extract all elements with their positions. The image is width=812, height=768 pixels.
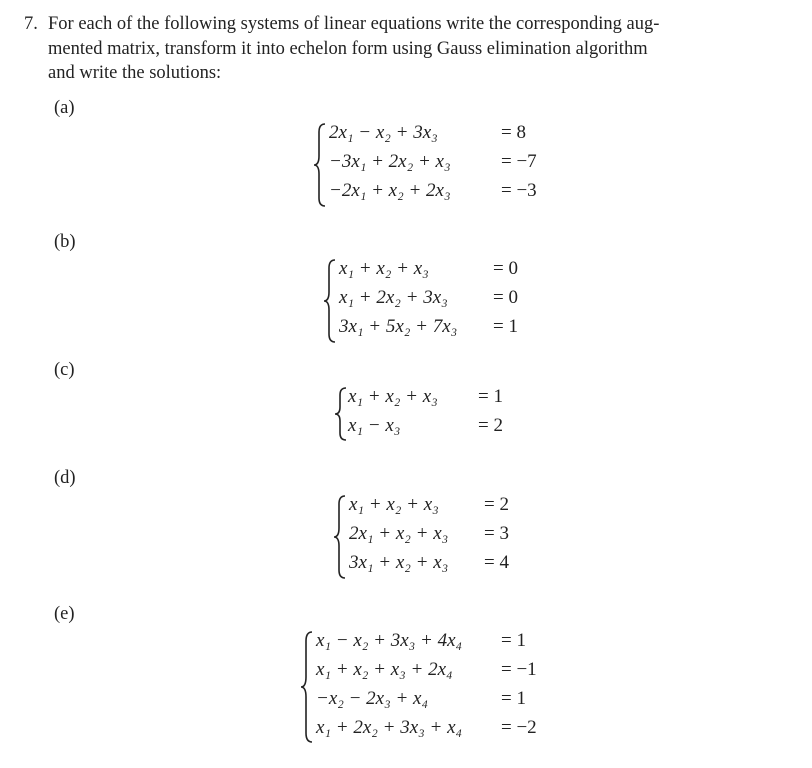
left-brace-icon [334, 386, 348, 442]
label-e: (e) [54, 604, 75, 624]
label-b: (b) [54, 232, 76, 252]
problem-line-1: For each of the following systems of linear equations write the corresponding aug- [48, 14, 660, 34]
problem-line-3: and write the solutions: [48, 63, 222, 83]
left-brace-icon [300, 630, 314, 744]
label-a: (a) [54, 98, 75, 118]
problem-line-2: mented matrix, transform it into echelon form using Gauss elimination algorithm [48, 38, 648, 59]
label-d: (d) [54, 468, 76, 488]
problem-statement [24, 12, 764, 86]
left-brace-icon [313, 122, 327, 208]
left-brace-icon [323, 258, 337, 344]
problem-number: 7. [24, 14, 38, 34]
left-brace-icon [333, 494, 347, 580]
label-c: (c) [54, 360, 75, 380]
